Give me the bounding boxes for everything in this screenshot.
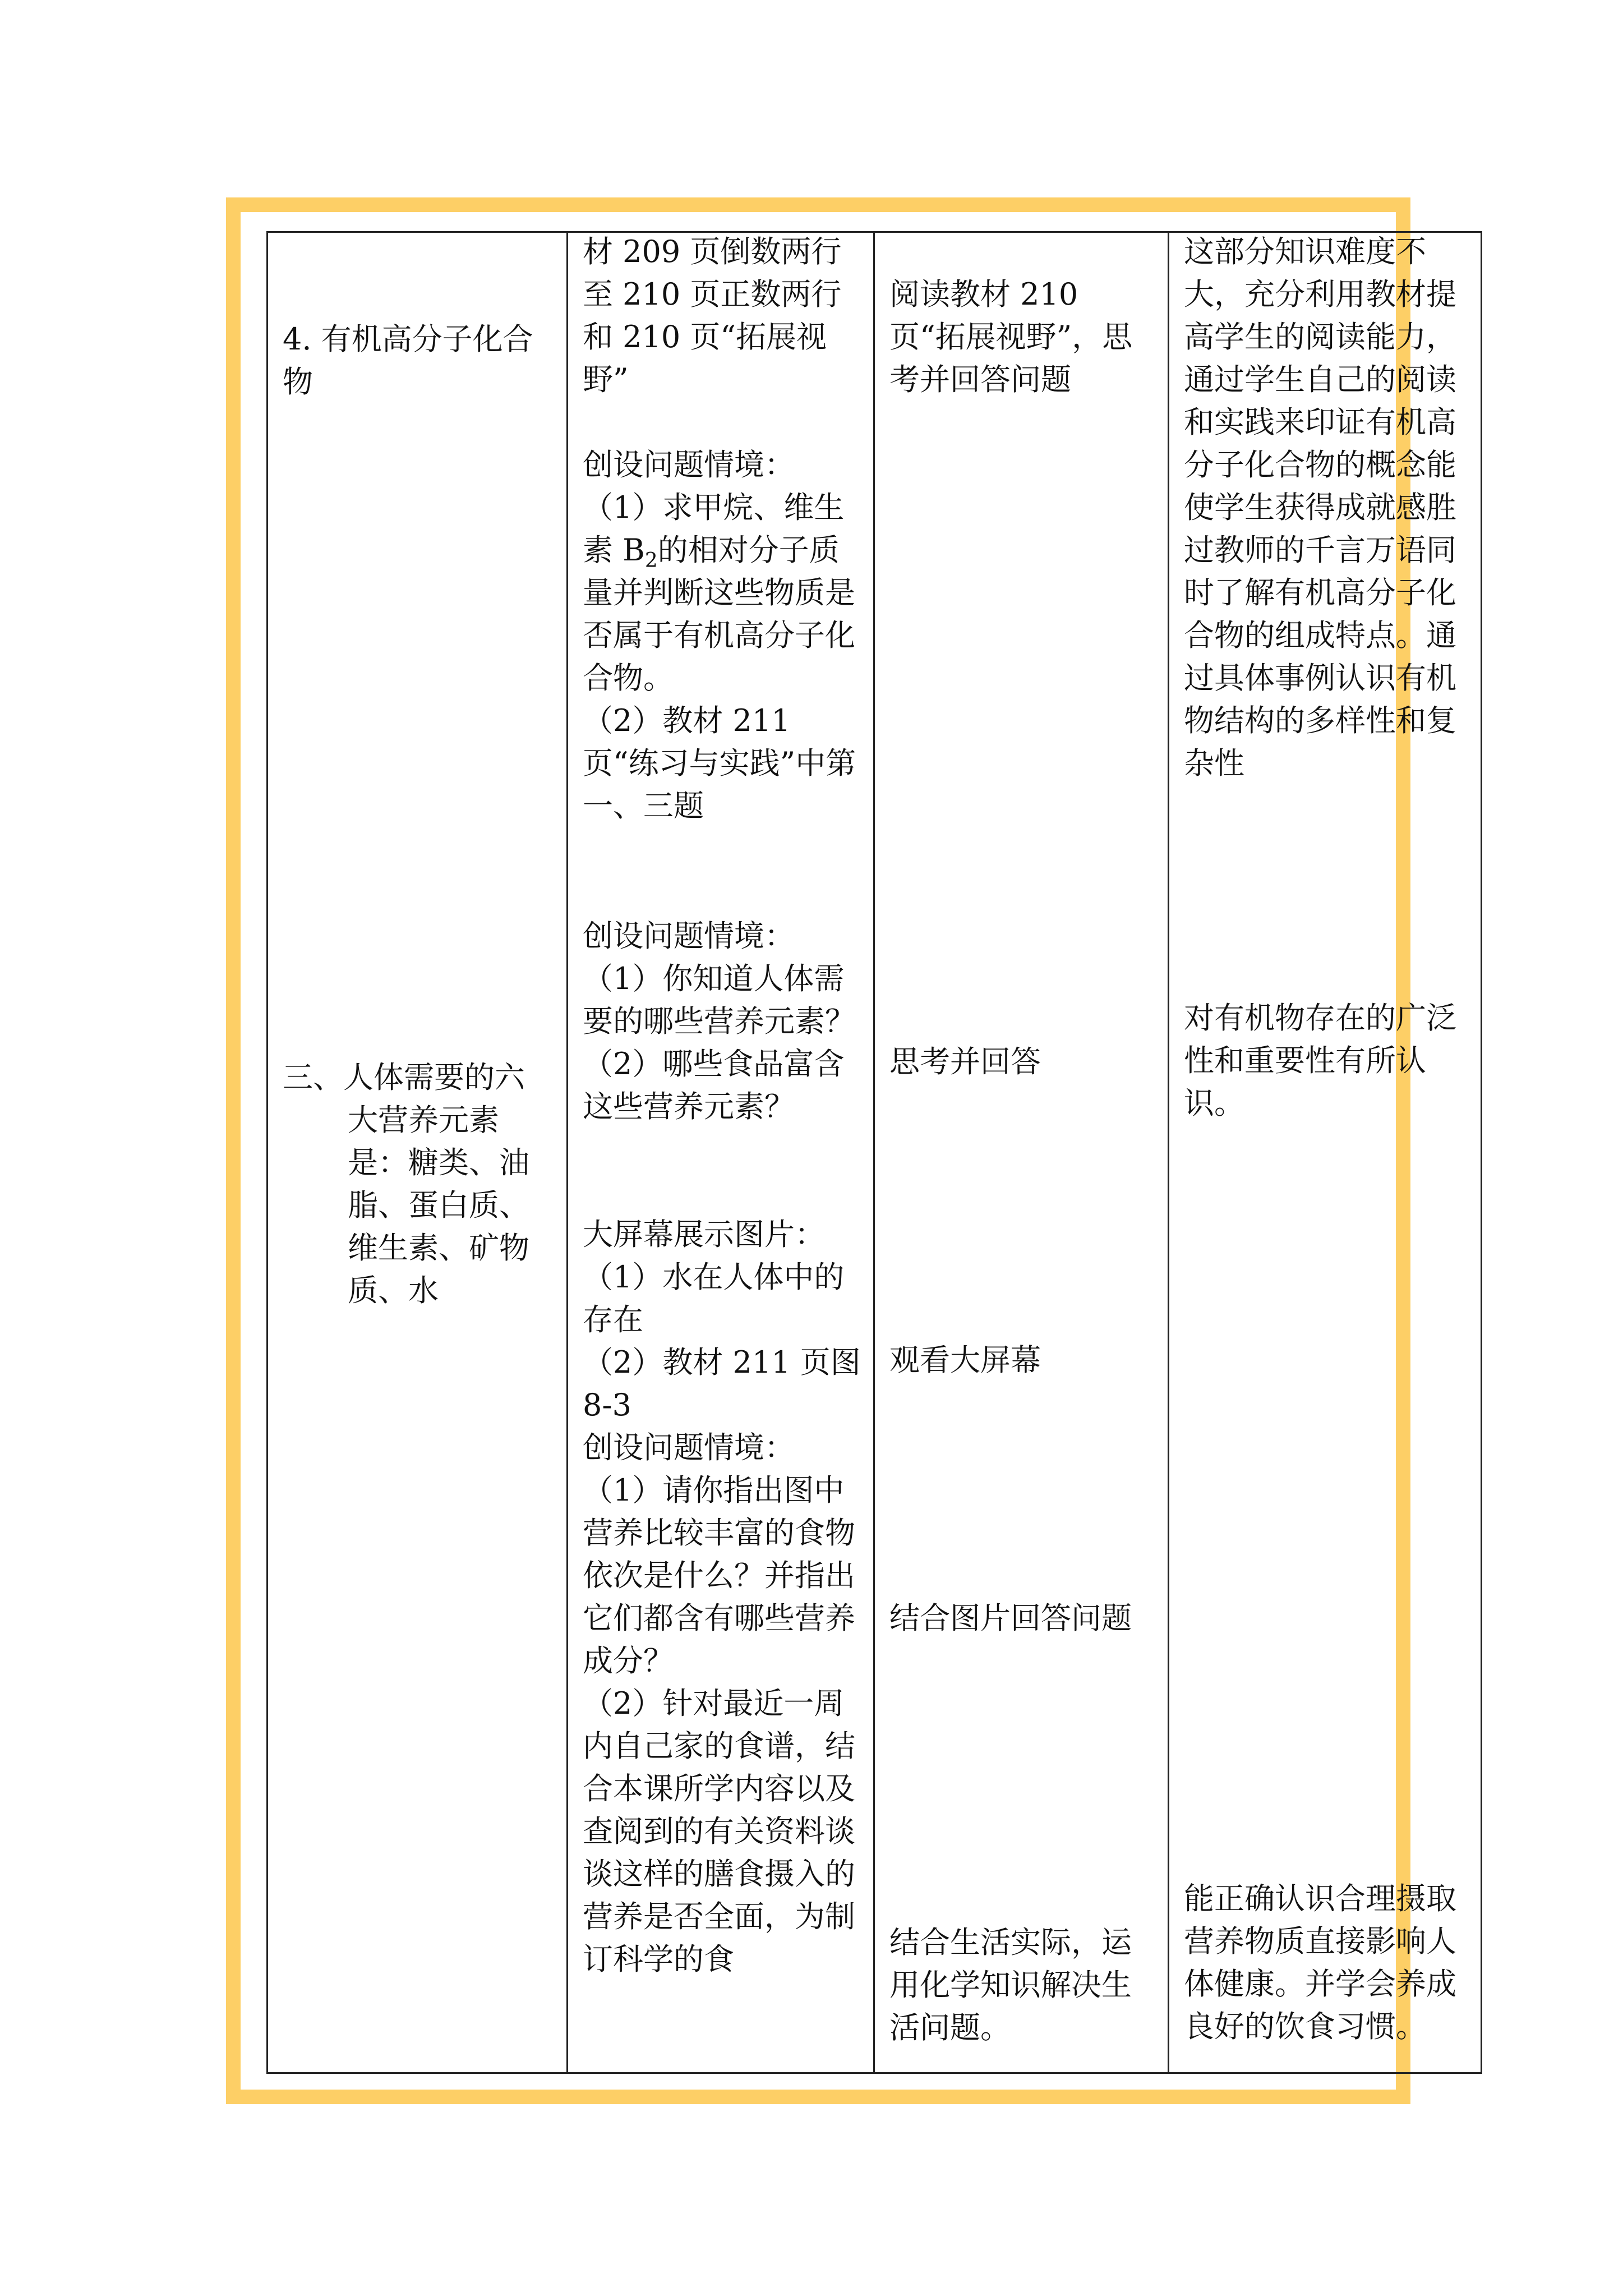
design-intent: 对有机物存在的广泛性和重要性有所认识。 (1184, 1000, 1456, 1121)
lesson-plan-table (266, 231, 1482, 2074)
question-item: （1）你知道人体需要的哪些营养元素？ (583, 961, 855, 1039)
question-item: （2）针对最近一周内自己家的食谱，结合本课所学内容以及查阅到的有关资料谈谈这样的膳食摄入的营养是否全面，为制订科学的食 (583, 1686, 855, 1977)
screen-display-title: 大屏幕展示图片： (583, 1217, 825, 1252)
question-item: （1）求甲烷、维生素 $B_2$的相对分子质量并判断这些物质是否属于有机高分子化合物。 (583, 490, 855, 696)
question-item: （1）请你指出图中营养比较丰富的食物依次是什么？并指出它们都含有哪些营养成分？ (583, 1473, 855, 1678)
student-activity-column (874, 232, 1169, 2073)
student-activity: 观看大屏幕 (889, 1342, 1041, 1378)
table-row (268, 232, 1482, 2073)
question-item: （2）教材 211 页“练习与实践”中第一、三题 (583, 703, 856, 823)
content-column (268, 232, 568, 2073)
design-intent: 这部分知识难度不大，充分利用教材提高学生的阅读能力，通过学生自己的阅读和实践来印证有机高分子化合物的概念能使学生获得成就感胜过教师的千言万语同时了解有机高分子化合物的组成特点。通过具体事例认识有机物结构的多样性和复杂性 (1184, 234, 1456, 781)
design-intent: 能正确认识合理摄取营养物质直接影响人体健康。并学会养成良好的饮食习惯。 (1184, 1881, 1456, 2044)
student-activity: 结合图片回答问题 (889, 1600, 1132, 1636)
topic-organic-polymers: 4. 有机高分子化合物 (283, 321, 533, 399)
textbook-reference: 材 209 页倒数两行至 210 页正数两行和 210 页“拓展视野” (583, 234, 842, 397)
question-item: （2）哪些食品富含这些营养元素？ (583, 1046, 845, 1124)
design-intent-column (1169, 232, 1482, 2073)
question-scenario-title: 创设问题情境： (583, 1430, 795, 1465)
question-scenario-title: 创设问题情境： (583, 447, 795, 482)
topic-six-nutrients: 三、人体需要的六大营养元素是：糖类、油脂、蛋白质、维生素、矿物质、水 (283, 1060, 529, 1308)
student-activity: 结合生活实际，运用化学知识解决生活问题。 (889, 1925, 1132, 2045)
display-item: （1）水在人体中的存在 (583, 1259, 845, 1337)
student-activity: 阅读教材 210 页“拓展视野”，思考并回答问题 (889, 277, 1133, 397)
student-activity: 思考并回答 (889, 1044, 1041, 1079)
display-item: （2）教材 211 页图 8-3 (583, 1345, 861, 1423)
question-scenario-title: 创设问题情境： (583, 918, 795, 954)
teacher-activity-column (568, 232, 874, 2073)
